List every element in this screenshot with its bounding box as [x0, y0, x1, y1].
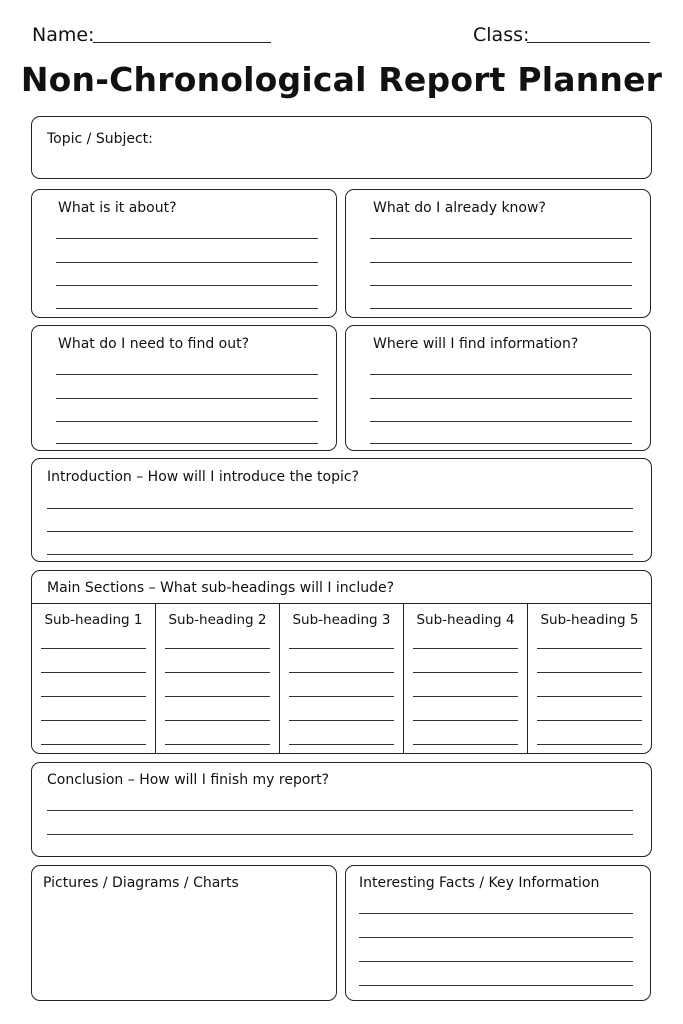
writing-line[interactable]	[56, 398, 318, 399]
main-sections-box	[31, 570, 652, 754]
writing-line[interactable]	[47, 810, 633, 811]
page-title: Non-Chronological Report Planner	[20, 60, 663, 99]
writing-line[interactable]	[370, 308, 632, 309]
writing-line[interactable]	[413, 672, 518, 673]
subheading-5-label: Sub-heading 5	[540, 612, 639, 628]
introduction-label: Introduction – How will I introduce the topic?	[47, 469, 359, 485]
about-label: What is it about?	[58, 200, 177, 216]
writing-line[interactable]	[370, 262, 632, 263]
subheading-4-label: Sub-heading 4	[416, 612, 515, 628]
writing-line[interactable]	[537, 696, 642, 697]
writing-line[interactable]	[165, 696, 270, 697]
main-sections-label: Main Sections – What sub-headings will I include?	[47, 580, 395, 596]
writing-line[interactable]	[370, 443, 632, 444]
writing-line[interactable]	[413, 720, 518, 721]
find-out-label: What do I need to find out?	[58, 336, 250, 352]
writing-line[interactable]	[41, 696, 146, 697]
writing-line[interactable]	[56, 374, 318, 375]
subheading-2-label: Sub-heading 2	[168, 612, 267, 628]
writing-line[interactable]	[165, 720, 270, 721]
facts-label: Interesting Facts / Key Information	[359, 875, 600, 891]
writing-line[interactable]	[413, 696, 518, 697]
writing-line[interactable]	[289, 720, 394, 721]
writing-line[interactable]	[47, 834, 633, 835]
writing-line[interactable]	[165, 672, 270, 673]
name-field[interactable]	[93, 42, 271, 43]
writing-line[interactable]	[165, 744, 270, 745]
writing-line[interactable]	[359, 937, 633, 938]
writing-line[interactable]	[56, 443, 318, 444]
writing-line[interactable]	[370, 398, 632, 399]
writing-line[interactable]	[289, 648, 394, 649]
writing-line[interactable]	[537, 744, 642, 745]
writing-line[interactable]	[359, 913, 633, 914]
writing-line[interactable]	[289, 672, 394, 673]
subheading-3-label: Sub-heading 3	[292, 612, 391, 628]
writing-line[interactable]	[370, 285, 632, 286]
writing-line[interactable]	[289, 696, 394, 697]
writing-line[interactable]	[47, 508, 633, 509]
writing-line[interactable]	[47, 531, 633, 532]
subheading-1-label: Sub-heading 1	[44, 612, 143, 628]
writing-line[interactable]	[56, 308, 318, 309]
writing-line[interactable]	[165, 648, 270, 649]
writing-line[interactable]	[359, 985, 633, 986]
writing-line[interactable]	[56, 238, 318, 239]
where-label: Where will I find information?	[373, 336, 579, 352]
conclusion-label: Conclusion – How will I finish my report?	[47, 772, 330, 788]
writing-line[interactable]	[47, 554, 633, 555]
writing-line[interactable]	[370, 421, 632, 422]
writing-line[interactable]	[413, 648, 518, 649]
class-field[interactable]	[527, 42, 650, 43]
writing-line[interactable]	[56, 262, 318, 263]
topic-label: Topic / Subject:	[47, 131, 153, 147]
topic-box[interactable]	[31, 116, 652, 179]
class-label: Class:	[473, 24, 530, 46]
writing-line[interactable]	[359, 961, 633, 962]
writing-line[interactable]	[289, 744, 394, 745]
writing-line[interactable]	[41, 672, 146, 673]
writing-line[interactable]	[537, 672, 642, 673]
writing-line[interactable]	[56, 421, 318, 422]
writing-line[interactable]	[56, 285, 318, 286]
writing-line[interactable]	[41, 744, 146, 745]
know-label: What do I already know?	[373, 200, 546, 216]
writing-line[interactable]	[537, 720, 642, 721]
writing-line[interactable]	[41, 720, 146, 721]
writing-line[interactable]	[370, 374, 632, 375]
writing-line[interactable]	[41, 648, 146, 649]
main-sections-divider	[32, 603, 651, 604]
writing-line[interactable]	[370, 238, 632, 239]
writing-line[interactable]	[537, 648, 642, 649]
writing-line[interactable]	[413, 744, 518, 745]
name-label: Name:	[32, 24, 95, 46]
pictures-label: Pictures / Diagrams / Charts	[43, 875, 239, 891]
